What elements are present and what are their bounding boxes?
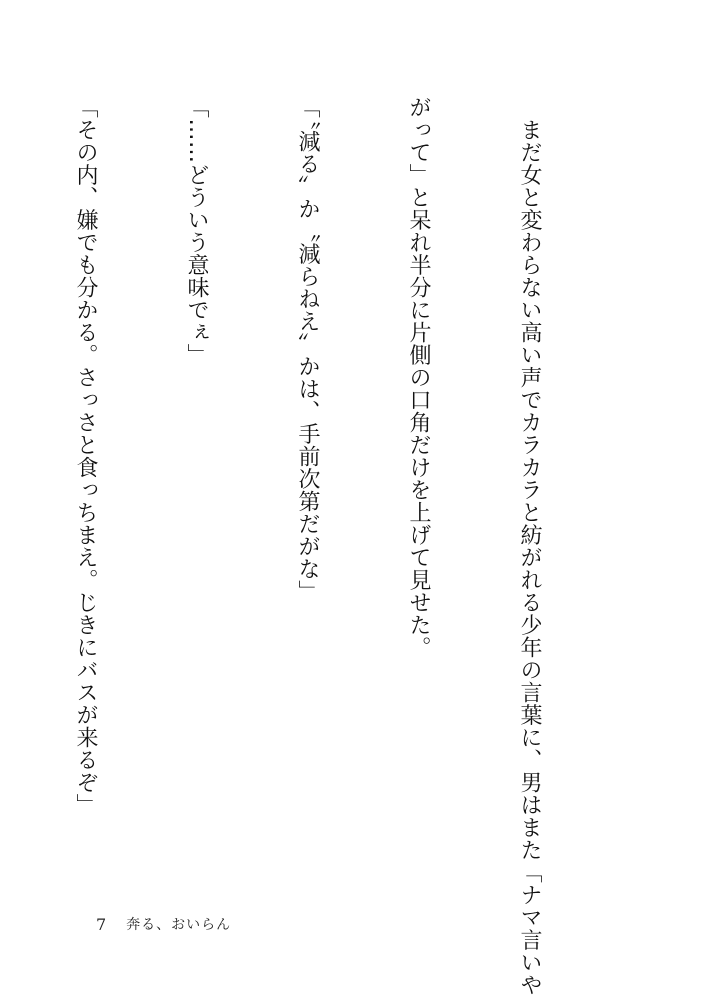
page-footer bbox=[96, 912, 231, 936]
text-column: 「……どういう意味でぇ」 bbox=[184, 96, 209, 366]
text-column: がって」と呆れ半分に片側の口角だけを上げて見せた。 bbox=[406, 96, 431, 659]
text-column: 「〝減る〟か〝減らねえ〟かは、手前次第だがな」 bbox=[295, 96, 320, 603]
text-column: まだ女と変わらない高い声でカラカラと紡がれる少年の言葉に、男はまた「ナマ言いや bbox=[517, 96, 542, 996]
text-column: 「その内、嫌でも分かる。さっさと食っちまえ。じきにバスが来るぞ」 bbox=[73, 96, 98, 816]
book-title: 奔る、おいらん bbox=[126, 917, 232, 933]
page-number: 7 bbox=[96, 914, 107, 934]
